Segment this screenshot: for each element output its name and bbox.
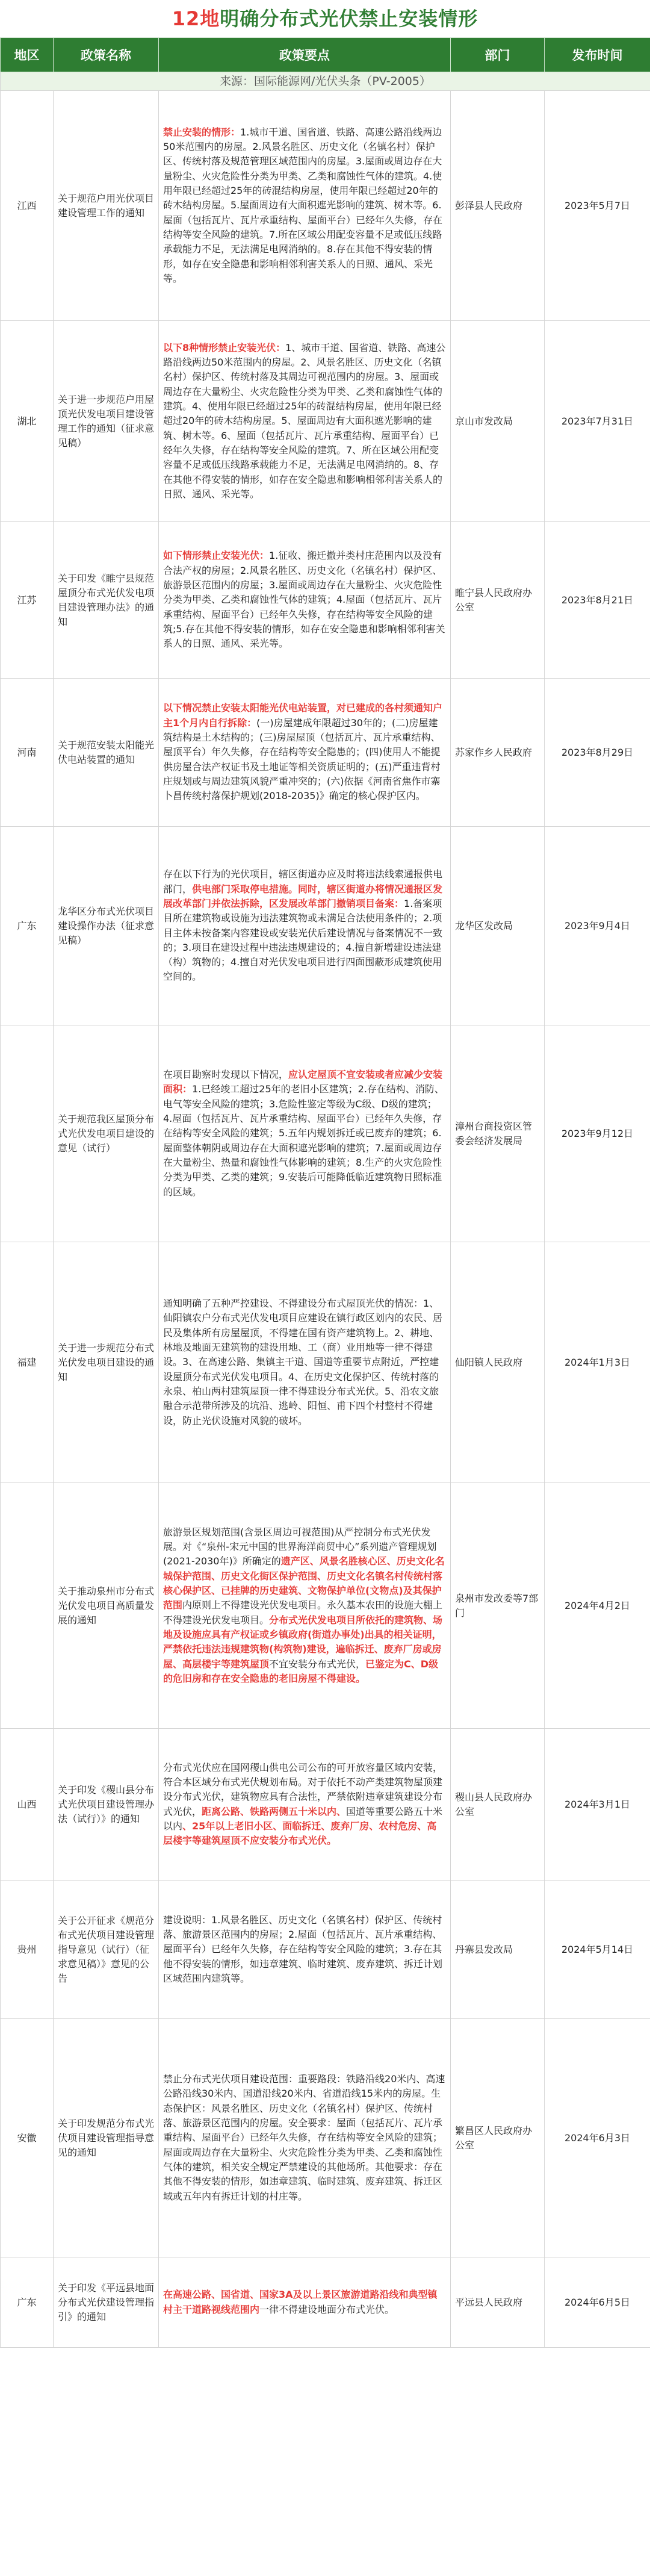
date-cell: 2023年8月29日 xyxy=(545,679,650,827)
title-text: 明确分布式光伏禁止安装情形 xyxy=(220,7,478,30)
department-cell: 漳州台商投资区管委会经济发展局 xyxy=(451,1025,545,1242)
table-row xyxy=(1,827,650,1025)
date-cell: 2024年6月3日 xyxy=(545,2019,650,2257)
col-header-date: 发布时间 xyxy=(545,38,650,72)
date-cell: 2023年9月4日 xyxy=(545,827,650,1025)
source-row xyxy=(1,72,650,91)
policy-points-cell xyxy=(159,1729,451,1881)
policy-points-cell xyxy=(159,1881,451,2019)
table-row xyxy=(1,522,650,679)
date-cell: 2024年6月5日 xyxy=(545,2257,650,2348)
points-text: 不宜安装分布式光伏， xyxy=(269,1658,366,1670)
policy-points-cell xyxy=(159,1242,451,1483)
points-lead: 建设说明： xyxy=(163,1914,212,1926)
table-row xyxy=(1,91,650,321)
points-highlight: 应认定屋顶不宜安装或者应减少安装面积： xyxy=(163,1069,443,1095)
policy-points-cell xyxy=(159,522,451,679)
points-highlight: 距离公路、铁路两侧五十米以内、 xyxy=(202,1805,347,1817)
department-cell: 平远县人民政府 xyxy=(451,2257,545,2348)
date-cell: 2023年8月21日 xyxy=(545,522,650,679)
table-row xyxy=(1,1242,650,1483)
table-row xyxy=(1,1483,650,1729)
policy-name-cell: 关于进一步规范分布式光伏发电项目建设的通知 xyxy=(54,1242,159,1483)
points-highlight: 遗产区、风景名胜核心区、历史文化名城保护范围、历史文化街区保护范围、历史文化名镇名村传统村落核心保护区、已挂牌的历史建筑、文物保护单位(文物点)及其保护范围 xyxy=(163,1555,445,1611)
points-highlight: 、25年以上老旧小区、面临拆迁、废弃厂房、农村危房、高层楼宇等建筑屋顶不应安装分布式光伏。 xyxy=(163,1820,437,1847)
policy-name-cell: 关于规范安装太阳能光伏电站装置的通知 xyxy=(54,679,159,827)
points-text: (一)房屋建成年限超过30年的；(二)房屋建筑结构是土木结构的；(三)房屋屋顶（包括瓦片、瓦片承重结构、屋顶平台）年久失修，存在结构等安全隐患的；(四)使用人不能提供房屋合法产权证书及土地证等相关资质证明的；(五)严重违背村庄规划或与周边建筑风貌严重冲突的；(六)依据《河南省焦作市寨卜昌传统村落保护规划(2018-2035)》确定的核心保护区内。 xyxy=(163,717,441,802)
region-cell: 湖北 xyxy=(1,321,54,522)
policy-points-cell xyxy=(159,1025,451,1242)
date-cell: 2024年1月3日 xyxy=(545,1242,650,1483)
table-row xyxy=(1,1729,650,1881)
points-text: 1、城市干道、国省道、铁路、高速公路沿线两边50米范围内的房屋。2、风景名胜区、历史文化（名镇名村）保护区、传统村落及其周边可视范围内的房屋。3、屋面或周边存在大量粉尘、火灾危险性分类为甲类、乙类和腐蚀性气体的建筑。4、使用年限已经超过25年的砖混结构房屋，使用年限已经超过20年的砖木结构房屋。5、屋面周边有大面积遮光影响的建筑、树木等。6、屋面（包括瓦片、瓦片承重结构、屋面平台）已经年久失修，存在结构等安全风险的建筑。7、所在区域公用配变容量不足或低压线路承载能力不足，无法满足电网消纳的。8、存在其他不得安装的情形，如存在安全隐患和影响相邻利害关系人的日照、通风、采光等。 xyxy=(163,341,446,500)
region-cell: 贵州 xyxy=(1,1881,54,2019)
policy-name-cell: 关于进一步规范户用屋顶光伏发电项目建设管理工作的通知（征求意见稿） xyxy=(54,321,159,522)
table-header-row xyxy=(1,38,650,72)
points-lead: 禁止分布式光伏项目建设范围： xyxy=(163,2073,299,2085)
region-cell xyxy=(1,1483,54,1729)
points-text: 一律不得建设地面分布式光伏。 xyxy=(259,2303,395,2315)
region-cell: 江苏 xyxy=(1,522,54,679)
points-text: 1.已经竣工超过25年的老旧小区建筑；2.存在结构、消防、电气等安全风险的建筑；3.危险性鉴定等级为C级、D级的建筑；4.屋面（包括瓦片、瓦片承重结构、屋面平台）已经年久失修，存在结构等安全风险的建筑；5.五年内规划拆迁或已废弃的建筑；6.屋面整体朝阴或周边存在大面积遮光影响的建筑；7.屋面或周边存在大量粉尘、热量和腐蚀性气体影响的建筑；8.生产的火灾危险性分类为甲类、乙类的建筑；9.安装后可能降低临近建筑物日照标准的区域。 xyxy=(163,1083,444,1198)
table-row xyxy=(1,321,650,522)
points-text: 通知明确了五种严控建设、不得建设分布式屋顶光伏的情况：1、仙阳镇农户分布式光伏发电项目应建设在镇行政区划内的农民、居民及集体所有房屋屋顶，不得建在国有资产建筑物上。2、耕地、林地及地面无建筑物的建设用地、工（商）业用地等一律不得建设。3、在高速公路、集镇主干道、国道等重要节点附近，严控建设屋顶分布式光伏发电项目。4、在历史文化保护区、传统村落的永泉、柏山两村建筑屋顶一律不得建设分布式光伏。5、沿农文旅融合示范带所涉及的坑沿、逃岭、阳恒、甫下四个村整村不得建设，防止光伏设施对风貌的破坏。 xyxy=(163,1298,443,1426)
table-row xyxy=(1,679,650,827)
department-cell: 泉州市发改委等7部门 xyxy=(451,1483,545,1729)
points-text: 1.征收、搬迁撤并类村庄范围内以及没有合法产权的房屋；2.风景名胜区、历史文化（名镇名村）保护区、旅游景区范围内的房屋；3.屋面或周边存在大量粉尘、火灾危险性分类为甲类、乙类和腐蚀性气体的建筑；4.屋面（包括瓦片、瓦片承重结构、屋面平台）已经年久失修，存在结构等安全风险的建筑;5.存在其他不得安装的情形，如存在安全隐患和影响相邻利害关系人的日照、通风、采光等。 xyxy=(163,550,445,650)
policy-points-cell xyxy=(159,679,451,827)
policy-name-cell: 关于印发《平远县地面分布式光伏建设管理指引》的通知 xyxy=(54,2257,159,2348)
region-cell: 安徽 xyxy=(1,2019,54,2257)
date-cell: 2023年7月31日 xyxy=(545,321,650,522)
department-cell: 睢宁县人民政府办公室 xyxy=(451,522,545,679)
points-highlight: 以下情况禁止安装太阳能光伏电站装置，对已建成的各村须通知户主1个月内自行拆除： xyxy=(163,702,443,729)
points-lead: 旅游景区规划范围(含景区周边可视范围)从严控制分布式光伏发展。对《“泉州-宋元中国的世界海洋商贸中心”系列遗产管理规划(2021-2030年)》所确定的 xyxy=(163,1526,437,1567)
table-row xyxy=(1,2019,650,2257)
department-cell: 仙阳镇人民政府 xyxy=(451,1242,545,1483)
department-cell: 繁昌区人民政府办公室 xyxy=(451,2019,545,2257)
date-cell: 2024年4月2日 xyxy=(545,1483,650,1729)
region-cell: 河南 xyxy=(1,679,54,827)
points-lead: 在项目勘察时发现以下情况， xyxy=(163,1069,289,1081)
policy-name-cell: 关于印发规范分布式光伏项目建设管理指导意见的通知 xyxy=(54,2019,159,2257)
department-cell: 京山市发改局 xyxy=(451,321,545,522)
region-cell: 广东 xyxy=(1,2257,54,2348)
points-highlight: 已鉴定为C、D级的危旧房和存在安全隐患的老旧房屋不得建设。 xyxy=(163,1658,439,1684)
policy-name-cell: 关于推动泉州市分布式光伏发电项目高质量发展的通知 xyxy=(54,1483,159,1729)
points-highlight: 供电部门采取停电措施。同时，辖区街道办将情况通报区发展改革部门并依法拆除，区发展改革部门撤销项目备案： xyxy=(163,883,443,909)
policy-points-cell xyxy=(159,2257,451,2348)
table-row xyxy=(1,1025,650,1242)
points-highlight: 禁止安装的情形： xyxy=(163,126,241,138)
region-cell xyxy=(1,1025,54,1242)
date-cell: 2023年5月7日 xyxy=(545,91,650,321)
points-text: 内原则上不得建设光伏发电项目。永久基本农田的设施大棚上不得建设光伏发电项目。 xyxy=(163,1599,443,1626)
region-cell: 福建 xyxy=(1,1242,54,1483)
department-cell: 龙华区发改局 xyxy=(451,827,545,1025)
policy-points-cell xyxy=(159,1483,451,1729)
policy-name-cell: 关于规范我区屋顶分布式光伏发电项目建设的意见（试行） xyxy=(54,1025,159,1242)
table-row xyxy=(1,2257,650,2348)
points-text: 1.备案项目所在建筑物或设施为违法建筑物或未满足合法使用条件的；2.项目主体未按备案内容建设或安装光伏后建设情况与备案情况不一致的；3.项目在建设过程中违法违规建设的；4.擅自新增建设违法建（构）筑物的；4.擅自对光伏发电项目进行四面围蔽形成建筑使用空间的。 xyxy=(163,897,443,983)
department-cell: 丹寨县发改局 xyxy=(451,1881,545,2019)
points-highlight: 以下8种情形禁止安装光伏： xyxy=(163,341,286,353)
date-cell: 2024年5月14日 xyxy=(545,1881,650,2019)
points-text: 国道等重要公路五十米以内 xyxy=(163,1805,443,1832)
policy-name-cell: 关于印发《稷山县分布式光伏项目建设管理办法（试行）》的通知 xyxy=(54,1729,159,1881)
department-cell: 彭泽县人民政府 xyxy=(451,91,545,321)
policy-name-cell: 龙华区分布式光伏项目建设操作办法（征求意见稿） xyxy=(54,827,159,1025)
points-lead: 存在以下行为的光伏项目，辖区街道办应及时将违法线索通报供电部门， xyxy=(163,868,443,895)
policy-points-cell xyxy=(159,321,451,522)
policy-name-cell: 关于印发《睢宁县规范屋顶分布式光伏发电项目建设管理办法》的通知 xyxy=(54,522,159,679)
region-cell: 山西 xyxy=(1,1729,54,1881)
table-row xyxy=(1,1881,650,2019)
department-cell: 苏家作乡人民政府 xyxy=(451,679,545,827)
policy-table xyxy=(0,37,650,2348)
col-header-points: 政策要点 xyxy=(159,38,451,72)
col-header-region: 地区 xyxy=(1,38,54,72)
policy-points-cell xyxy=(159,91,451,321)
region-cell: 江西 xyxy=(1,91,54,321)
title-highlight: 12地 xyxy=(172,7,220,30)
date-cell: 2023年9月12日 xyxy=(545,1025,650,1242)
col-header-dept: 部门 xyxy=(451,38,545,72)
points-highlight: 遍临拆迁、废弃厂房或房屋、高层楼宇等建筑屋顶 xyxy=(163,1643,442,1670)
policy-name-cell: 关于规范户用光伏项目建设管理工作的通知 xyxy=(54,91,159,321)
points-highlight: 分布式光伏发电项目所依托的建筑物、场地及设施应具有产权证或乡镇政府(街道办事处)出具的相关证明，严禁依托违法违规建筑物(构筑物)建设， xyxy=(163,1614,443,1655)
points-lead: 分布式光伏应在国网稷山供电公司公布的可开放容量区域内安装，符合本区域分布式光伏规划布局。对于依托不动产类建筑物屋顶建设分布式光伏，建筑物应具有合法性，严禁依附违章建筑建设分布式光伏， xyxy=(163,1761,443,1817)
points-text: 重要路段：铁路沿线20米内、高速公路沿线30米内、国道沿线20米内、省道沿线15米内的房屋。生态保护区：风景名胜区、历史文化（名镇名村）保护区、传统村落、旅游景区范围内的房屋。安全要求：屋面（包括瓦片、瓦片承重结构、屋面平台）已经年久失修，存在结构等安全风险的建筑；屋面或周边存在大量粉尘、火灾危险性分类为甲类、乙类和腐蚀性气体的建筑，相关安全规定严禁建设的其他场所。其他要求：存在其他不得安装的情形，如违章建筑、临时建筑、废弃建筑、拆迁区域或五年内有拆迁计划的村庄等。 xyxy=(163,2073,445,2202)
page-title xyxy=(0,0,650,37)
policy-points-cell xyxy=(159,827,451,1025)
source-note: 来源：国际能源网/光伏头条（PV-2005） xyxy=(1,72,650,91)
region-cell: 广东 xyxy=(1,827,54,1025)
policy-points-cell xyxy=(159,2019,451,2257)
points-text: 1.风景名胜区、历史文化（名镇名村）保护区、传统村落、旅游景区范围内的房屋；2.屋面（包括瓦片、瓦片承重结构、屋面平台）已经年久失修，存在结构等安全风险的建筑；3.存在其他不得安装的情形，如违章建筑、临时建筑、废弃建筑、拆迁计划区域范围内建筑等。 xyxy=(163,1914,443,1984)
points-highlight: 如下情形禁止安装光伏： xyxy=(163,550,270,562)
points-text: 1.城市干道、国省道、铁路、高速公路沿线两边50米范围内的房屋。2.风景名胜区、历史文化（名镇名村）保护区、传统村落及规范管理区域范围内的房屋。3.屋面或周边存在大量粉尘、火灾危险性分类为甲类、乙类和腐蚀性气体的建筑。4.使用年限已经超过25年的砖混结构房屋，使用年限已经超过20年的砖木结构房屋。5.屋面周边有大面积遮光影响的建筑、树木等。6.屋面（包括瓦片、瓦片承重结构、屋面平台）已经年久失修，存在结构等安全风险的建筑。7.所在区域公用配变容量不足或低压线路承载能力不足，无法满足电网消纳的。8.存在其他不得安装的情形，如存在安全隐患和影响相邻利害关系人的日照、通风、采光等。 xyxy=(163,126,443,284)
department-cell: 稷山县人民政府办公室 xyxy=(451,1729,545,1881)
date-cell: 2024年3月1日 xyxy=(545,1729,650,1881)
points-highlight: 在高速公路、国省道、国家3A及以上景区旅游道路沿线和典型镇村主干道路视线范围内 xyxy=(163,2289,438,2315)
col-header-name: 政策名称 xyxy=(54,38,159,72)
policy-name-cell: 关于公开征求《规范分布式光伏项目建设管理 指导意见（试行）（征求意见稿）》意见的公告 xyxy=(54,1881,159,2019)
